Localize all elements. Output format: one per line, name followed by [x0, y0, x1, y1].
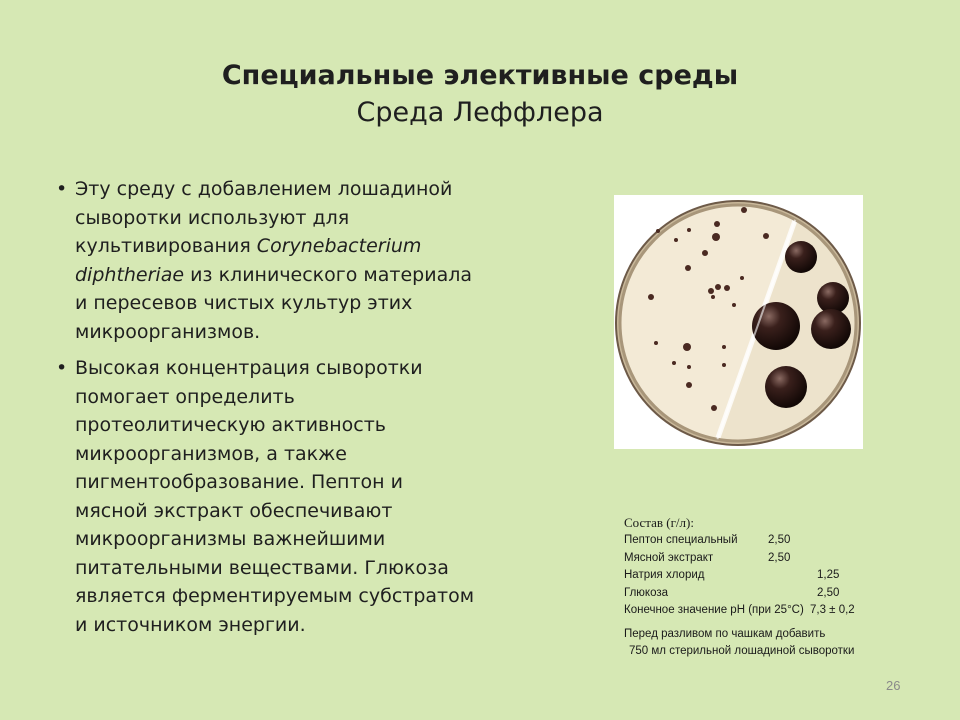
bullet-text-italic: Corynebacterium diphtheriae [75, 235, 422, 286]
slide-title-sub: Среда Леффлера [356, 97, 604, 128]
page-number: 26 [886, 678, 901, 693]
composition-name: Глюкоза [624, 586, 669, 599]
composition-title: Состав (г/л): [624, 515, 694, 530]
bullet-text: Высокая концентрация сыворотки помогает определить протеолитическую активность микроорганизмов, а также пигментообразование. Пептон и мясной экстракт обеспечивают микроорганизмы важнейшими питательными веществами. Глюкоза является ферментируемым субстратом и источником энергии. [75, 357, 475, 636]
petri-dish-image [614, 195, 863, 449]
composition-panel [624, 514, 924, 661]
composition-value: 2,50 [817, 586, 840, 599]
bullet-list [56, 175, 476, 647]
composition-row [624, 602, 924, 620]
slide-title [0, 58, 960, 132]
composition-row [624, 567, 924, 585]
composition-row [624, 532, 924, 550]
bullet-text-after: из клинического материала и пересевов чистых культур этих микроорганизмов. [75, 263, 472, 343]
slide-title-main: Специальные элективные среды [221, 60, 739, 91]
bullet-item [56, 175, 476, 346]
composition-note: Перед разливом по чашкам добавить [624, 627, 826, 640]
composition-note: 750 мл стерильной лошадиной сыворотки [629, 645, 855, 657]
petri-dish-illustration [614, 195, 863, 449]
composition-value: 2,50 [768, 534, 791, 546]
composition-value: 7,3 ± 0,2 [810, 604, 855, 616]
composition-name: Пептон специальный [624, 534, 738, 546]
composition-row [624, 550, 924, 568]
composition-name: Конечное значение рН (при 25°С) [624, 604, 804, 616]
bullet-dot-icon: • [56, 178, 68, 200]
bullet-item [56, 354, 476, 639]
composition-value: 2,50 [768, 551, 791, 564]
bullet-dot-icon: • [56, 357, 68, 379]
composition-value: 1,25 [817, 569, 840, 581]
composition-name: Мясной экстракт [624, 551, 714, 564]
bullet-text-before: Эту среду с добавлением лошадиной сыворотки используют для культивирования [75, 178, 453, 257]
composition-name: Натрия хлорид [624, 569, 705, 581]
composition-row [624, 585, 924, 603]
